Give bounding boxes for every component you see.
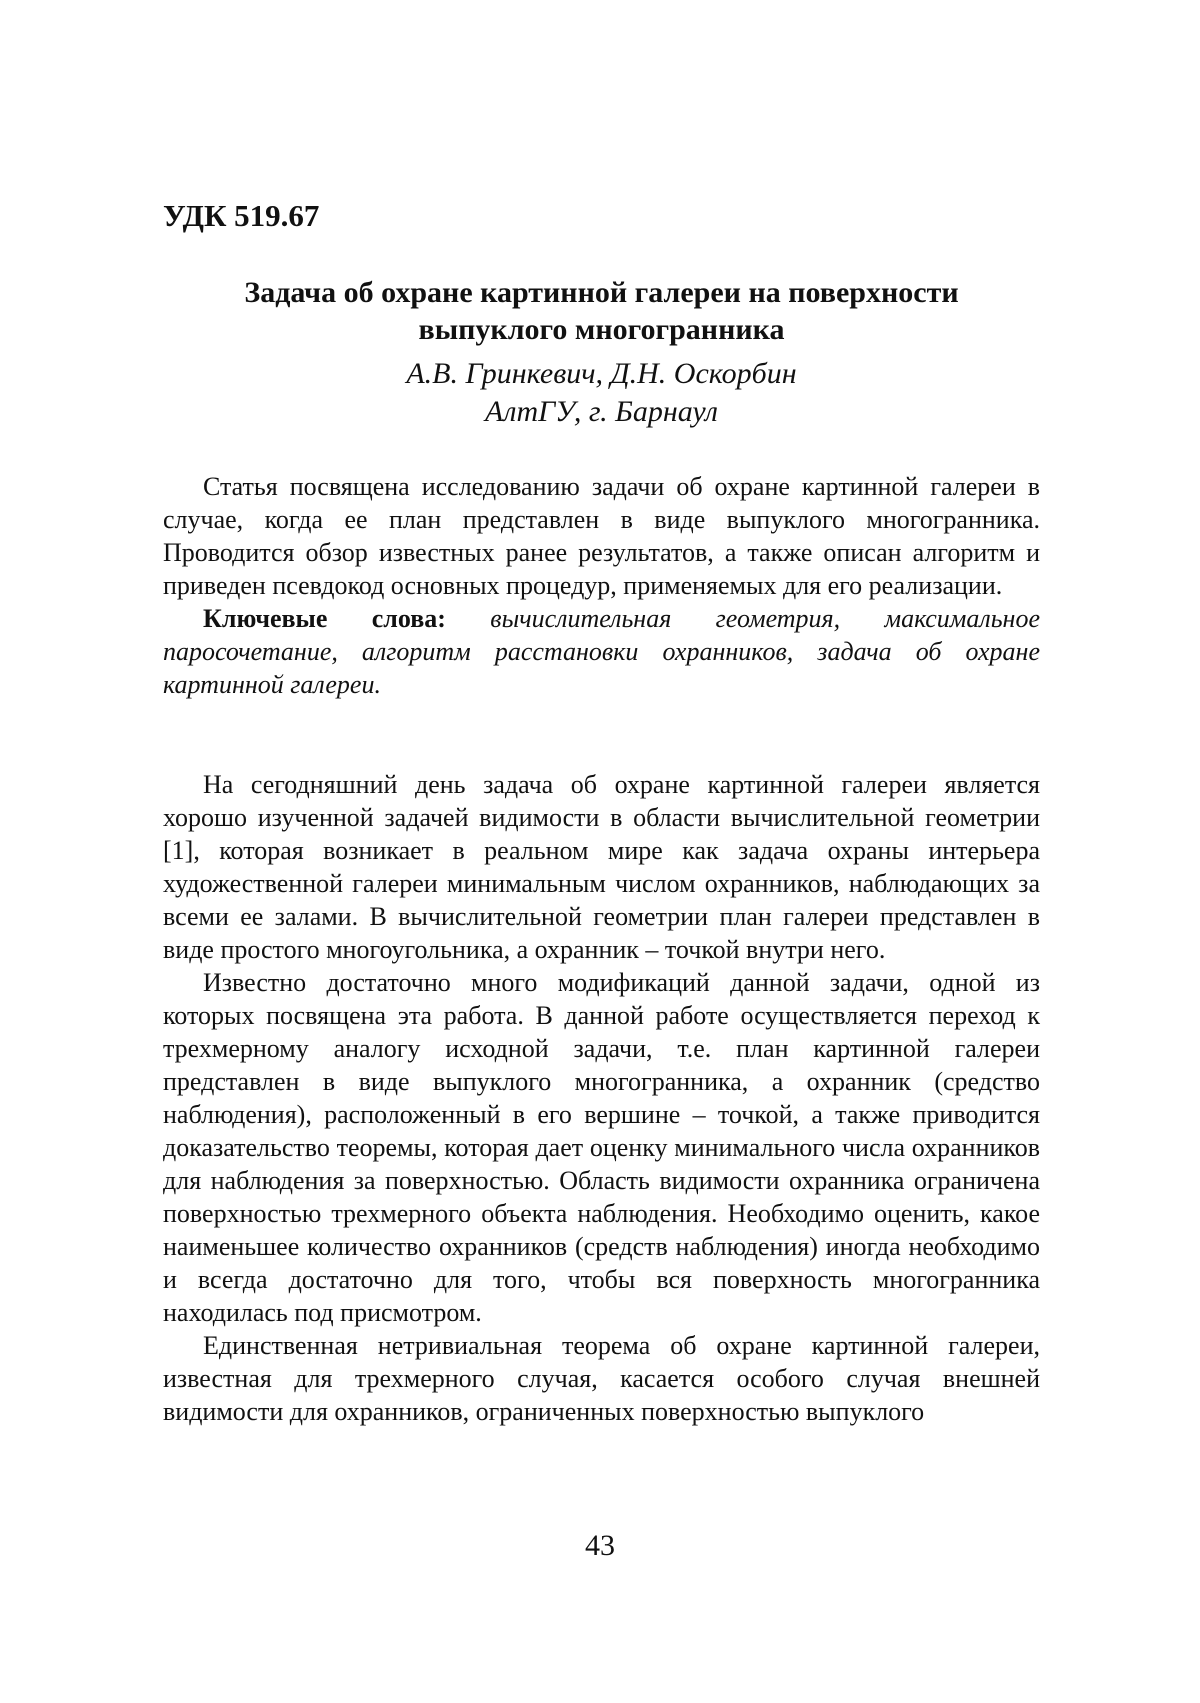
keywords-text: вычислительная геометрия, максимальное паросочетание, алгоритм расстановки охранников, задача об охране картинной галереи. (163, 604, 1040, 699)
abstract-section (163, 470, 1040, 701)
abstract-text: Статья посвящена исследованию задачи об охране картинной галереи в случае, когда ее план представлен в виде выпуклого многогранника. Проводится обзор известных ранее результатов, а также описан алгоритм и приведен псевдокод основных процедур, применяемых для его реализации. (163, 472, 1040, 600)
title-line-1: Задача об охране картинной галереи на поверхности (244, 276, 959, 309)
keywords-label: Ключевые слова: (203, 604, 446, 633)
body-text (163, 768, 1040, 1428)
body-paragraph-1: На сегодняшний день задача об охране картинной галереи является хорошо изученной задачей видимости в области вычислительной геометрии [1], которая возникает в реальном мире как задача охраны интерьера художественной галереи минимальным числом охранников, наблюдающих за всеми ее залами. В вычислительной геометрии план галереи представлен в виде простого многоугольника, а охранник – точкой внутри него. (163, 770, 1040, 964)
page-number: 43 (585, 1529, 615, 1562)
body-paragraph-2: Известно достаточно много модификаций данной задачи, одной из которых посвящена эта работа. В данной работе осуществляется переход к трехмерному аналогу исходной задачи, т.е. план картинной галереи представлен в виде выпуклого многогранника, а охранник (средство наблюдения), расположенный в его вершине – точкой, а также приводится доказательство теоремы, которая дает оценку минимального числа охранников для наблюдения за поверхностью. Область видимости охранника ограничена поверхностью трехмерного объекта наблюдения. Необходимо оценить, какое наименьшее количество охранников (средств наблюдения) иногда необходимо и всегда достаточно для того, чтобы вся поверхность многогранника находилась под присмотром. (163, 968, 1040, 1327)
title-line-2: выпуклого многогранника (418, 313, 785, 346)
article-title (163, 274, 1040, 348)
keywords-paragraph (163, 602, 1040, 701)
authors: А.В. Гринкевич, Д.Н. Оскорбин (406, 357, 797, 390)
affiliation: АлтГУ, г. Барнаул (485, 395, 718, 428)
body-paragraph-3: Единственная нетривиальная теорема об охране картинной галереи, известная для трехмерного случая, касается особого случая внешней видимости для охранников, ограниченных поверхностью выпуклого (163, 1331, 1040, 1426)
udk-code: УДК 519.67 (163, 198, 320, 233)
